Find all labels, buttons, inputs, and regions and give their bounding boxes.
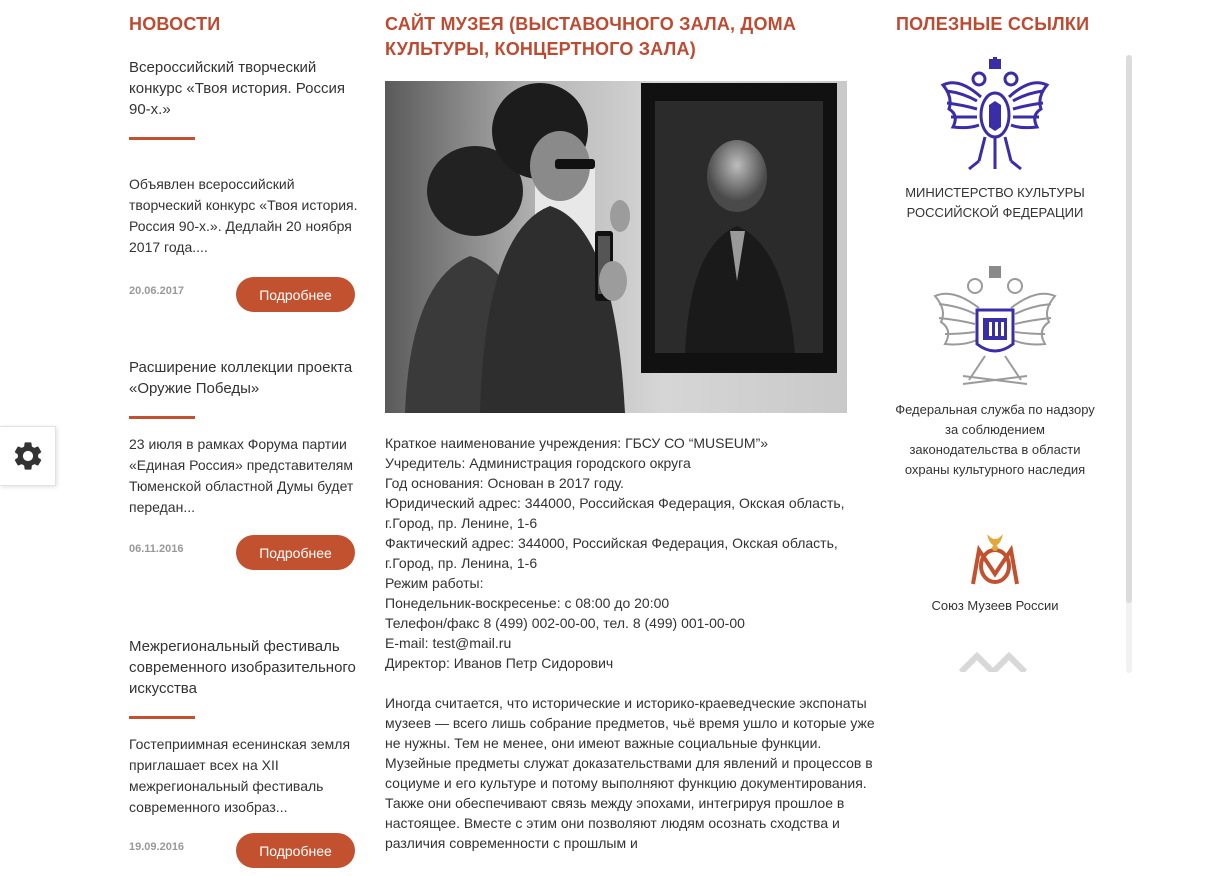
link-label: Федеральная служба по надзору за соблюдением законодательства в области охраны культурного наследия (895, 402, 1095, 477)
links-heading: ПОЛЕЗНЫЕ ССЫЛКИ (896, 14, 1090, 34)
news-item-meta (129, 277, 359, 313)
info-hours: Понедельник-воскресенье: с 08:00 до 20:00 (385, 595, 670, 611)
news-item-meta (129, 833, 359, 869)
museum-info (385, 433, 875, 853)
settings-toggle[interactable] (0, 426, 56, 486)
info-founded: Год основания: Основан в 2017 году. (385, 475, 624, 491)
read-more-button[interactable]: Подробнее (236, 833, 355, 868)
news-item (129, 57, 359, 313)
links-scrollbar-thumb[interactable] (1126, 55, 1132, 603)
main-column (385, 12, 875, 851)
info-phone: Телефон/факс 8 (499) 002-00-00, тел. 8 (499) 001-00-00 (385, 615, 745, 631)
news-item-date: 06.11.2016 (129, 543, 184, 555)
museum-visitors-image (385, 81, 847, 413)
news-item-text: Объявлен всероссийский творческий конкурс «Твоя история. Россия 90-х.». Дедлайн 20 ноября 2017 года.... (129, 176, 358, 255)
link-museum-union[interactable] (890, 530, 1100, 616)
news-item-text: 23 июля в рамках Форума партии «Единая Россия» представителям Тюменской областной Думы будет передан... (129, 436, 354, 515)
info-legal-address: Юридический адрес: 344000, Российская Федерация, Окская область, г.Город, пр. Ленине, 1-6 (385, 495, 845, 531)
news-divider (129, 416, 195, 419)
page-title: САЙТ МУЗЕЯ (ВЫСТАВОЧНОГО ЗАЛА, ДОМА КУЛЬТУРЫ, КОНЦЕРТНОГО ЗАЛА) (385, 14, 797, 59)
news-item (129, 636, 359, 869)
links-column (895, 12, 1126, 613)
link-next-partial[interactable] (890, 652, 1100, 672)
museum-union-logo-icon (965, 530, 1025, 588)
link-label: Союз Музеев России (931, 598, 1059, 613)
federal-service-emblem-icon (929, 264, 1061, 392)
news-item-date: 20.06.2017 (129, 285, 185, 297)
news-item-title[interactable]: Межрегиональный фестиваль современного изобразительного искусства (129, 638, 356, 697)
info-email: E-mail: test@mail.ru (385, 635, 512, 651)
info-actual-address: Фактический адрес: 344000, Российская Федерация, Окская область, г.Город, пр. Ленина, 1-6 (385, 535, 838, 571)
info-founder: Учредитель: Администрация городского округа (385, 455, 691, 471)
read-more-button[interactable]: Подробнее (236, 535, 355, 570)
news-divider (129, 716, 195, 719)
news-item (129, 357, 359, 571)
description-paragraph: Иногда считается, что исторические и историко-краеведческие экспонаты музеев — всего лишь собрание предметов, чьё время ушло и которые уже не нужны. Тем не менее, они имеют важные социальные функции. (385, 695, 875, 751)
news-item-title[interactable]: Расширение коллекции проекта «Оружие Победы» (129, 359, 353, 397)
read-more-button[interactable]: Подробнее (236, 277, 355, 312)
news-item-text: Гостеприимная есенинская земля приглашает всех на XII межрегиональный фестиваль современного изобраз... (129, 736, 351, 815)
link-federal-service[interactable] (890, 264, 1100, 480)
news-heading: НОВОСТИ (129, 14, 221, 34)
news-item-title[interactable]: Всероссийский творческий конкурс «Твоя история. Россия 90-х.» (129, 59, 345, 118)
info-short-name: Краткое наименование учреждения: ГБСУ СО “MUSEUM”» (385, 435, 769, 451)
link-ministry-culture[interactable] (890, 57, 1100, 223)
partial-logo-icon (955, 652, 1035, 672)
news-divider (129, 137, 195, 140)
info-director: Директор: Иванов Петр Сидорович (385, 655, 614, 671)
museum-photo (385, 81, 847, 413)
link-label: МИНИСТЕРСТВО КУЛЬТУРЫ РОССИЙСКОЙ ФЕДЕРАЦИИ (905, 185, 1085, 220)
ministry-emblem-icon (939, 57, 1051, 175)
news-item-date: 19.09.2016 (129, 841, 185, 853)
info-hours-label: Режим работы: (385, 575, 484, 591)
news-column (129, 12, 359, 859)
gear-icon (11, 439, 45, 473)
news-item-meta (129, 535, 359, 571)
description-paragraph: Музейные предметы служат доказательствами для явлений и процессов в социуме и его культуре и потому выполняют функцию документирования. Также они обеспечивают связь между эпохами, интегрируя прошлое в настоящее. Вместе с этим они позволяют людям осознать сходства и различия современности с прошлым и (385, 755, 873, 851)
